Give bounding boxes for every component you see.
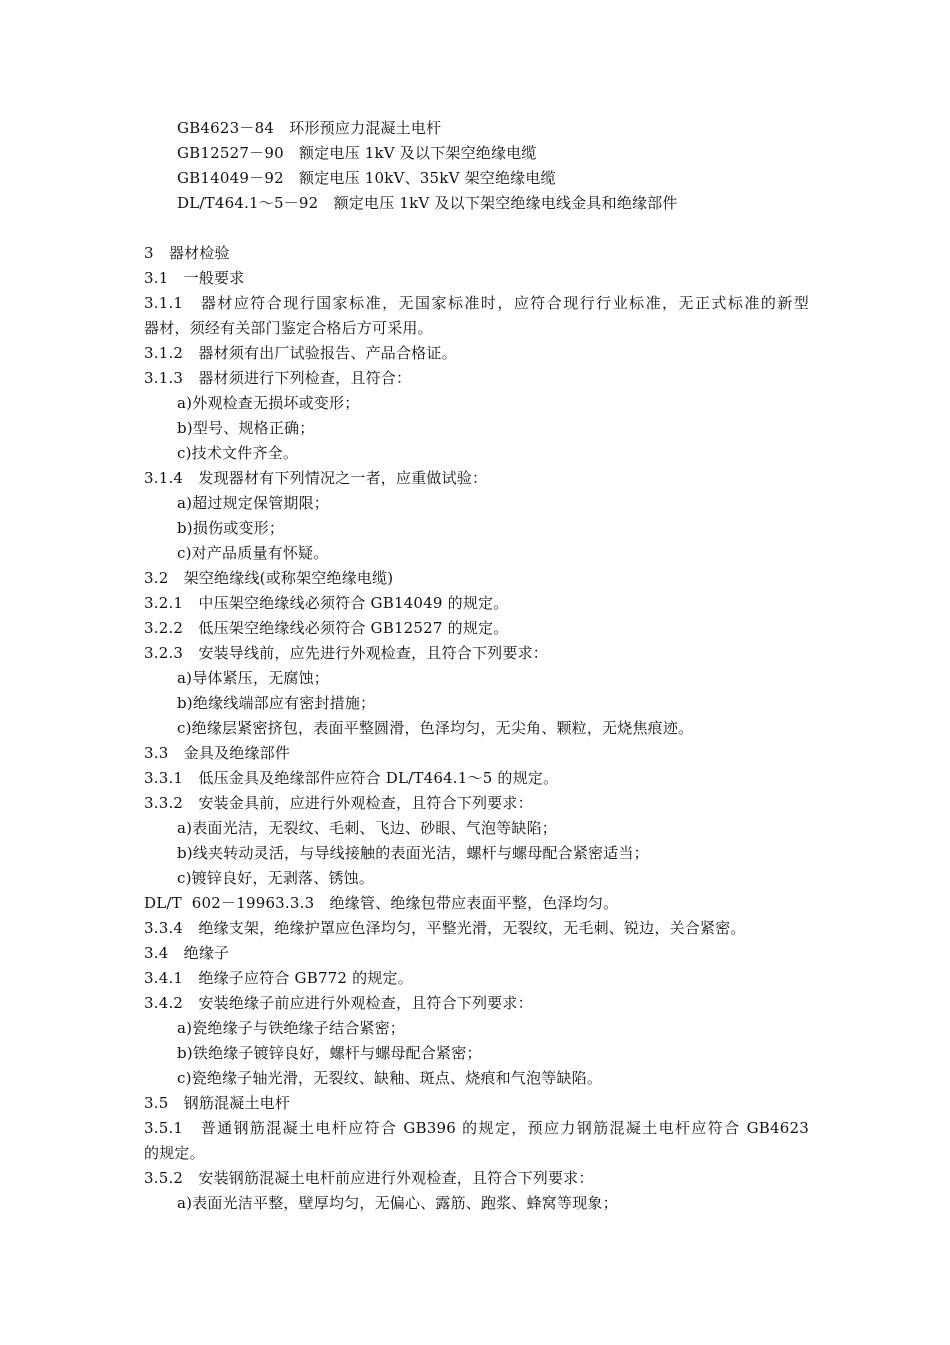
- paragraph-line: 3.3.4 绝缘支架，绝缘护罩应色泽均匀，平整光滑，无裂纹，无毛刺、锐边，关合紧密。: [144, 919, 746, 937]
- ref-line: DL/T464.1～5－92 额定电压 1kV 及以下架空绝缘电线金具和绝缘部件: [177, 194, 678, 212]
- paragraph-line: 的规定。: [144, 1144, 205, 1162]
- subsection-heading: 3.2 架空绝缘线(或称架空绝缘电缆): [144, 569, 394, 587]
- list-item: c)镀锌良好，无剥落、锈蚀。: [177, 869, 375, 887]
- list-item: a)外观检查无损坏或变形；: [177, 394, 360, 412]
- list-item: b)损伤或变形；: [177, 519, 285, 537]
- ref-line: GB4623－84 环形预应力混凝土电杆: [177, 119, 442, 137]
- list-item: c)技术文件齐全。: [177, 444, 299, 462]
- list-item: c)绝缘层紧密挤包，表面平整圆滑，色泽均匀，无尖角、颗粒，无烧焦痕迹。: [177, 719, 694, 737]
- list-item: b)绝缘线端部应有密封措施；: [177, 694, 376, 712]
- list-item: c)对产品质量有怀疑。: [177, 544, 329, 562]
- paragraph-line: 3.2.3 安装导线前，应先进行外观检查，且符合下列要求：: [144, 644, 548, 662]
- list-item: a)超过规定保管期限；: [177, 494, 329, 512]
- list-item: a)表面光洁平整，壁厚均匀，无偏心、露筋、跑浆、蜂窝等现象；: [177, 1194, 618, 1212]
- paragraph-line: 3.2.2 低压架空绝缘线必须符合 GB12527 的规定。: [144, 619, 509, 637]
- subsection-heading: 3.5 钢筋混凝土电杆: [144, 1094, 291, 1112]
- paragraph-line: 3.1.1 器材应符合现行国家标准，无国家标准时，应符合现行行业标准，无正式标准的新型: [144, 294, 809, 312]
- list-item: a)瓷绝缘子与铁绝缘子结合紧密；: [177, 1019, 405, 1037]
- list-item: b)型号、规格正确；: [177, 419, 315, 437]
- list-item: a)表面光洁，无裂纹、毛刺、飞边、砂眼、气泡等缺陷；: [177, 819, 557, 837]
- subsection-heading: 3.4 绝缘子: [144, 944, 230, 962]
- paragraph-line: 3.1.2 器材须有出厂试验报告、产品合格证。: [144, 344, 457, 362]
- paragraph-line: 3.4.2 安装绝缘子前应进行外观检查，且符合下列要求：: [144, 994, 533, 1012]
- paragraph-line: DL/T 602－19963.3.3 绝缘管、绝缘包带应表面平整，色泽均匀。: [144, 894, 619, 912]
- paragraph-line: 3.5.1 普通钢筋混凝土电杆应符合 GB396 的规定，预应力钢筋混凝土电杆应符合 GB4623: [144, 1119, 809, 1137]
- section-heading: 3 器材检验: [144, 244, 230, 262]
- paragraph-line: 3.2.1 中压架空绝缘线必须符合 GB14049 的规定。: [144, 594, 509, 612]
- list-item: b)线夹转动灵活，与导线接触的表面光洁，螺杆与螺母配合紧密适当；: [177, 844, 649, 862]
- ref-line: GB14049－92 额定电压 10kV、35kV 架空绝缘电缆: [177, 169, 556, 187]
- list-item: c)瓷绝缘子轴光滑，无裂纹、缺釉、斑点、烧痕和气泡等缺陷。: [177, 1069, 603, 1087]
- paragraph-line: 3.3.2 安装金具前，应进行外观检查，且符合下列要求：: [144, 794, 533, 812]
- subsection-heading: 3.1 一般要求: [144, 269, 245, 287]
- paragraph-line: 3.3.1 低压金具及绝缘部件应符合 DL/T464.1～5 的规定。: [144, 769, 559, 787]
- paragraph-line: 3.4.1 绝缘子应符合 GB772 的规定。: [144, 969, 413, 987]
- paragraph-line: 3.5.2 安装钢筋混凝土电杆前应进行外观检查，且符合下列要求：: [144, 1169, 594, 1187]
- paragraph-line: 器材，须经有关部门鉴定合格后方可采用。: [144, 319, 433, 337]
- ref-line: GB12527－90 额定电压 1kV 及以下架空绝缘电缆: [177, 144, 537, 162]
- list-item: b)铁绝缘子镀锌良好，螺杆与螺母配合紧密；: [177, 1044, 482, 1062]
- subsection-heading: 3.3 金具及绝缘部件: [144, 744, 291, 762]
- list-item: a)导体紧压，无腐蚀；: [177, 669, 329, 687]
- paragraph-line: 3.1.4 发现器材有下列情况之一者，应重做试验：: [144, 469, 488, 487]
- paragraph-line: 3.1.3 器材须进行下列检查，且符合：: [144, 369, 412, 387]
